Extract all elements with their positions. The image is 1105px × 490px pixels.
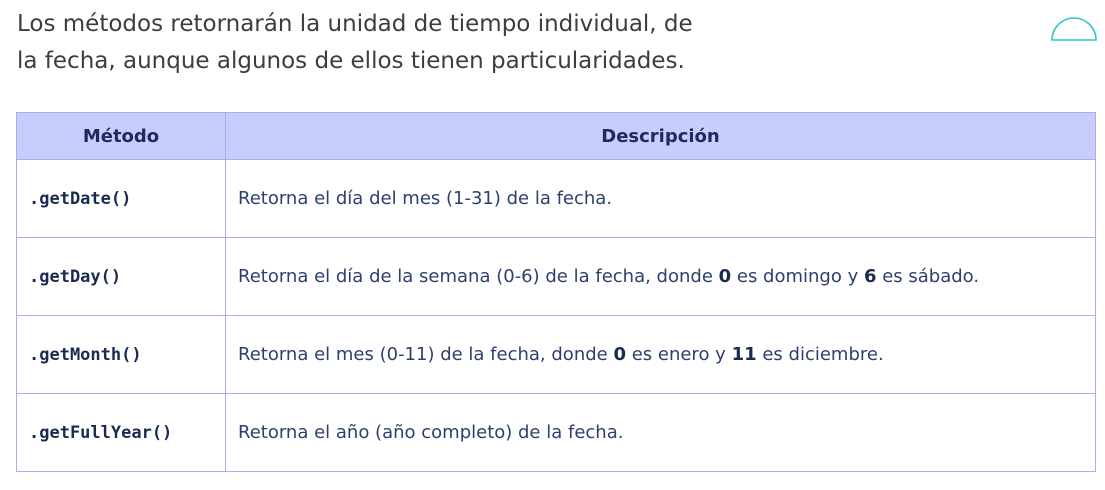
methods-table [16, 112, 1096, 472]
description-text: Retorna el año (año completo) de la fecha. [238, 422, 624, 443]
dome-icon [1050, 16, 1098, 42]
description-cell [226, 316, 1096, 394]
description-text: es sábado. [876, 266, 980, 287]
table-row [17, 238, 1096, 316]
description-value: 0 [718, 266, 732, 287]
description-text: es diciembre. [756, 344, 884, 365]
description-cell [226, 160, 1096, 238]
method-cell: .getMonth() [17, 316, 226, 394]
intro-line-1: Los métodos retornarán la unidad de tiempo individual, de [17, 11, 693, 37]
description-value: 11 [731, 344, 757, 365]
description-cell [226, 394, 1096, 472]
description-text: Retorna el mes (0-11) de la fecha, donde [238, 344, 614, 365]
method-cell: .getFullYear() [17, 394, 226, 472]
description-cell [226, 238, 1096, 316]
table-row [17, 316, 1096, 394]
header-description: Descripción [226, 113, 1096, 160]
method-cell: .getDay() [17, 238, 226, 316]
description-text: es domingo y [731, 266, 864, 287]
description-text: Retorna el día de la semana (0-6) de la fecha, donde [238, 266, 719, 287]
description-value: 0 [613, 344, 626, 365]
description-text: es enero y [625, 344, 732, 365]
table-header-row [17, 113, 1096, 160]
table-row [17, 160, 1096, 238]
table-row [17, 394, 1096, 472]
header-method: Método [17, 113, 226, 160]
table-body [17, 160, 1096, 472]
intro-line-2: la fecha, aunque algunos de ellos tienen particularidades. [17, 48, 685, 74]
description-value: 6 [863, 266, 877, 287]
method-cell: .getDate() [17, 160, 226, 238]
intro-paragraph [17, 6, 977, 80]
description-text: Retorna el día del mes (1-31) de la fecha. [238, 188, 613, 209]
